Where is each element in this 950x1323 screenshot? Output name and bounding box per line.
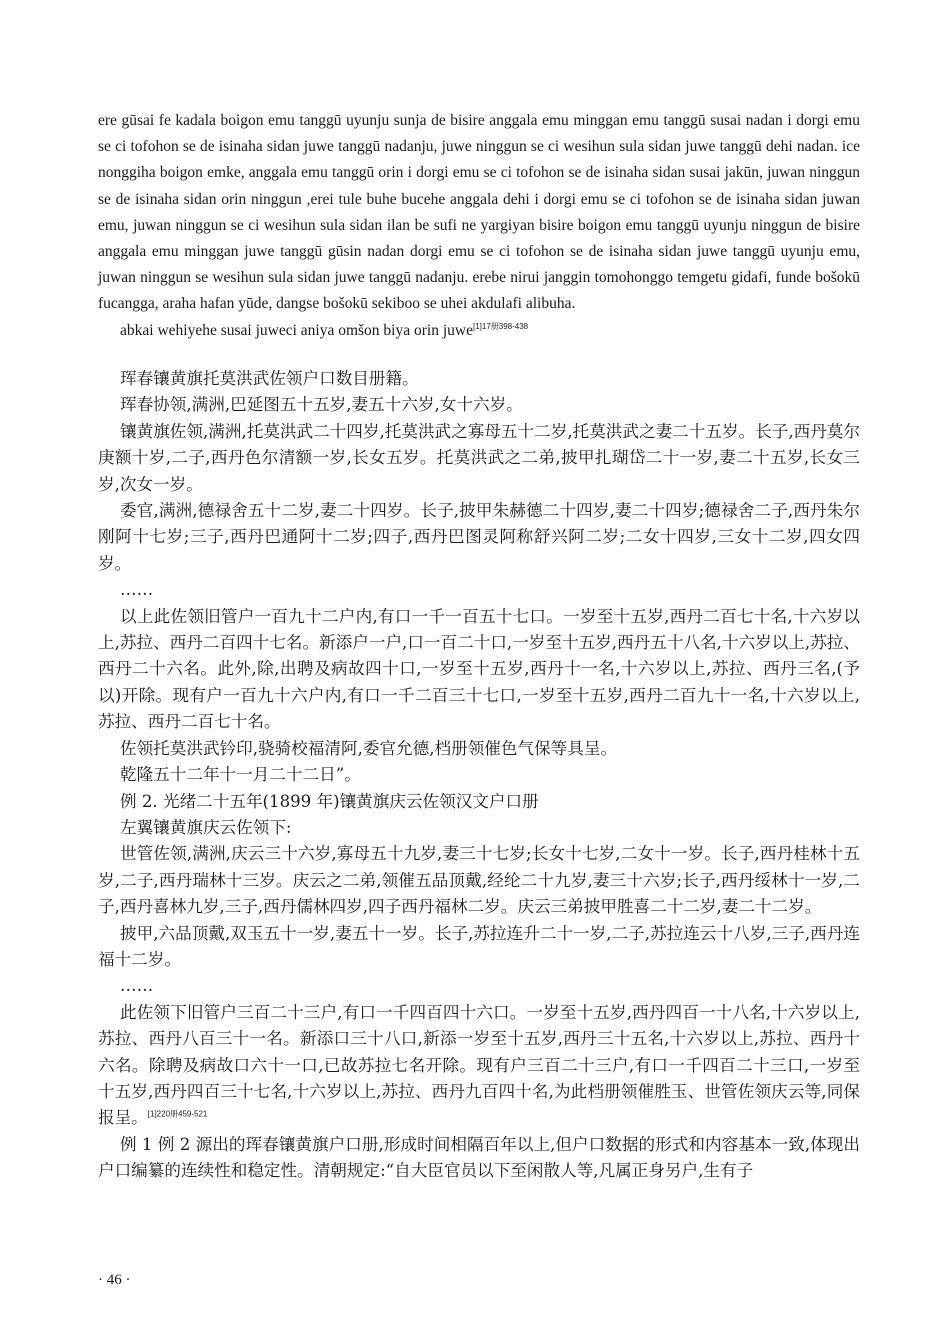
register-title: 珲春镶黄旗托莫洪武佐领户口数目册籍。 xyxy=(120,369,419,388)
entry-zuoling: 镶黄旗佐领,满洲,托莫洪武二十四岁,托莫洪武之寡母五十二岁,托莫洪武之妻二十五岁。长子,西丹莫尔庚额十岁,二子,西丹色尔清额一岁,长女五岁。托莫洪武之二弟,披甲扎瑚岱二十一岁,妻二十五岁,长女三岁,次女一岁。 xyxy=(98,421,860,494)
date-paragraph: 乾隆五十二年十一月二十二日”。 xyxy=(120,765,361,785)
example-2-heading: 例 2. 光绪二十五年(1899 年)镶黄旗庆云佐领汉文户口册 xyxy=(120,791,539,811)
manchu-paragraph: ere gūsai fe kadala boigon emu tanggū uyunju sunja de bisire anggala emu minggan emu tanggū susai nadan i dorgi emu se ci tofohon se de isinaha sidan juwe tanggū nadanju, juwe ninggun se ci wesihun sula sidan juwe tanggū dehi nadan. ice nonggiha boigon emke, anggala emu tanggū orin i dorgi emu se ci tofohon se de isinaha sidan susai jakūn, juwan ninggun se de isinaha sidan orin ninggun ,erei tule buhe bucehe anggala dehi i dorgi emu se ci tofohon se de isinaha sidan juwan emu, juwan ninggun se ci wesihun sula sidan ilan be sufi ne yargiyan bisire boigon emu tanggū uyunju ninggun de bisire anggala emu minggan juwe tanggū gūsin nadan dorgi emu se ci tofohon se de isinaha sidan juwe tanggū uyunju emu, juwan ninggun se wesihun sula sidan juwe tanggū nadanju. erebe nirui janggin tomohonggo temgetu gidafi, funde bošokū fucangga, araha hafan yūde, dangse bošokū sekiboo se uhei akdulafi alibuha. xyxy=(98,112,860,313)
chinese-text xyxy=(98,366,860,1185)
summary-paragraph-2 xyxy=(98,1000,860,1132)
citation-1: [1]17册398-438 xyxy=(472,321,529,331)
ellipsis-2: …… xyxy=(120,976,154,996)
entry-xieling: 珲春协领,满洲,巴延图五十五岁,妻五十六岁,女十六岁。 xyxy=(120,395,523,415)
entry-weiguan: 委官,满洲,德禄舍五十二岁,妻二十四岁。长子,披甲朱赫德二十四岁,妻二十四岁;德禄舍二子,西丹朱尔刚阿十七岁;三子,西丹巴通阿十二岁;四子,西丹巴图灵阿称舒兴阿二岁;二女十四岁,三女十二岁,四女四岁。 xyxy=(98,501,860,573)
signatories-paragraph: 佐领托莫洪武钤印,骁骑校福清阿,委官允德,档册领催色气保等具呈。 xyxy=(120,738,618,758)
manchu-date-text: abkai wehiyehe susai juweci aniya omšon biya orin juwe xyxy=(120,321,473,339)
ellipsis-1: …… xyxy=(120,580,154,600)
analysis-paragraph: 例 1 例 2 源出的珲春镶黄旗户口册,形成时间相隔百年以上,但户口数据的形式和内容基本一致,体现出户口编纂的连续性和稳定性。清朝规定:“自大臣官员以下至闲散人等,凡属正身另户,生有子 xyxy=(98,1134,860,1181)
page-number: · 46 · xyxy=(98,1272,131,1288)
citation-2: [1]220册459-521 xyxy=(147,1109,208,1119)
entry-shiguan-zuoling: 世管佐领,满洲,庆云三十六岁,寡母五十九岁,妻三十七岁;长女十七岁,二女十一岁。长子,西丹桂林十五岁,二子,西丹瑞林十三岁。庆云之二弟,领催五品顶戴,经纶二十九岁,妻三十六岁;长子,西丹绥林十一岁,二子,西丹喜林九岁,三子,西丹儒林四岁,四子西丹福林二岁。庆云三弟披甲胜喜二十二岁,妻二十二岁。 xyxy=(98,844,860,917)
manchu-date-line xyxy=(98,318,860,344)
entry-pijia: 披甲,六品顶戴,双玉五十一岁,妻五十一岁。长子,苏拉连升二十一岁,二子,苏拉连云十八岁,三子,西丹连福十二岁。 xyxy=(98,923,860,969)
summary-paragraph-1: 以上此佐领旧管户一百九十二户内,有口一千一百五十七口。一岁至十五岁,西丹二百七十名,十六岁以上,苏拉、西丹二百四十七名。新添户一户,口一百二十口,一岁至十五岁,西丹五十八名,十六岁以上,苏拉、西丹二十六名。此外,除,出聘及病故四十口,一岁至十五岁,西丹十一名,十六岁以上,苏拉、西丹三名,(予以)开除。现有户一百九十六户内,有口一千二百三十七口,一岁至十五岁,西丹二百九十一名,十六岁以上,苏拉、西丹二百七十名。 xyxy=(98,606,860,732)
summary-2-text: 此佐领下旧管户三百二十三户,有口一千四百四十六口。一岁至十五岁,西丹四百一十八名,十六岁以上,苏拉、西丹八百三十一名。新添口三十八口,新添一岁至十五岁,西丹三十五名,十六岁以上,苏拉、西丹十六名。除聘及病故口六十一口,已故苏拉七名开除。现有户三百二十三户,有口一千四百二十三口,一岁至十五岁,西丹四百三十七名,十六岁以上,苏拉、西丹九百四十名,为此档册领催胜玉、世管佐领庆云等,同保报呈。 xyxy=(98,1002,860,1128)
example-2-subheading: 左翼镶黄旗庆云佐领下: xyxy=(120,817,292,837)
manchu-transliteration xyxy=(98,108,860,344)
